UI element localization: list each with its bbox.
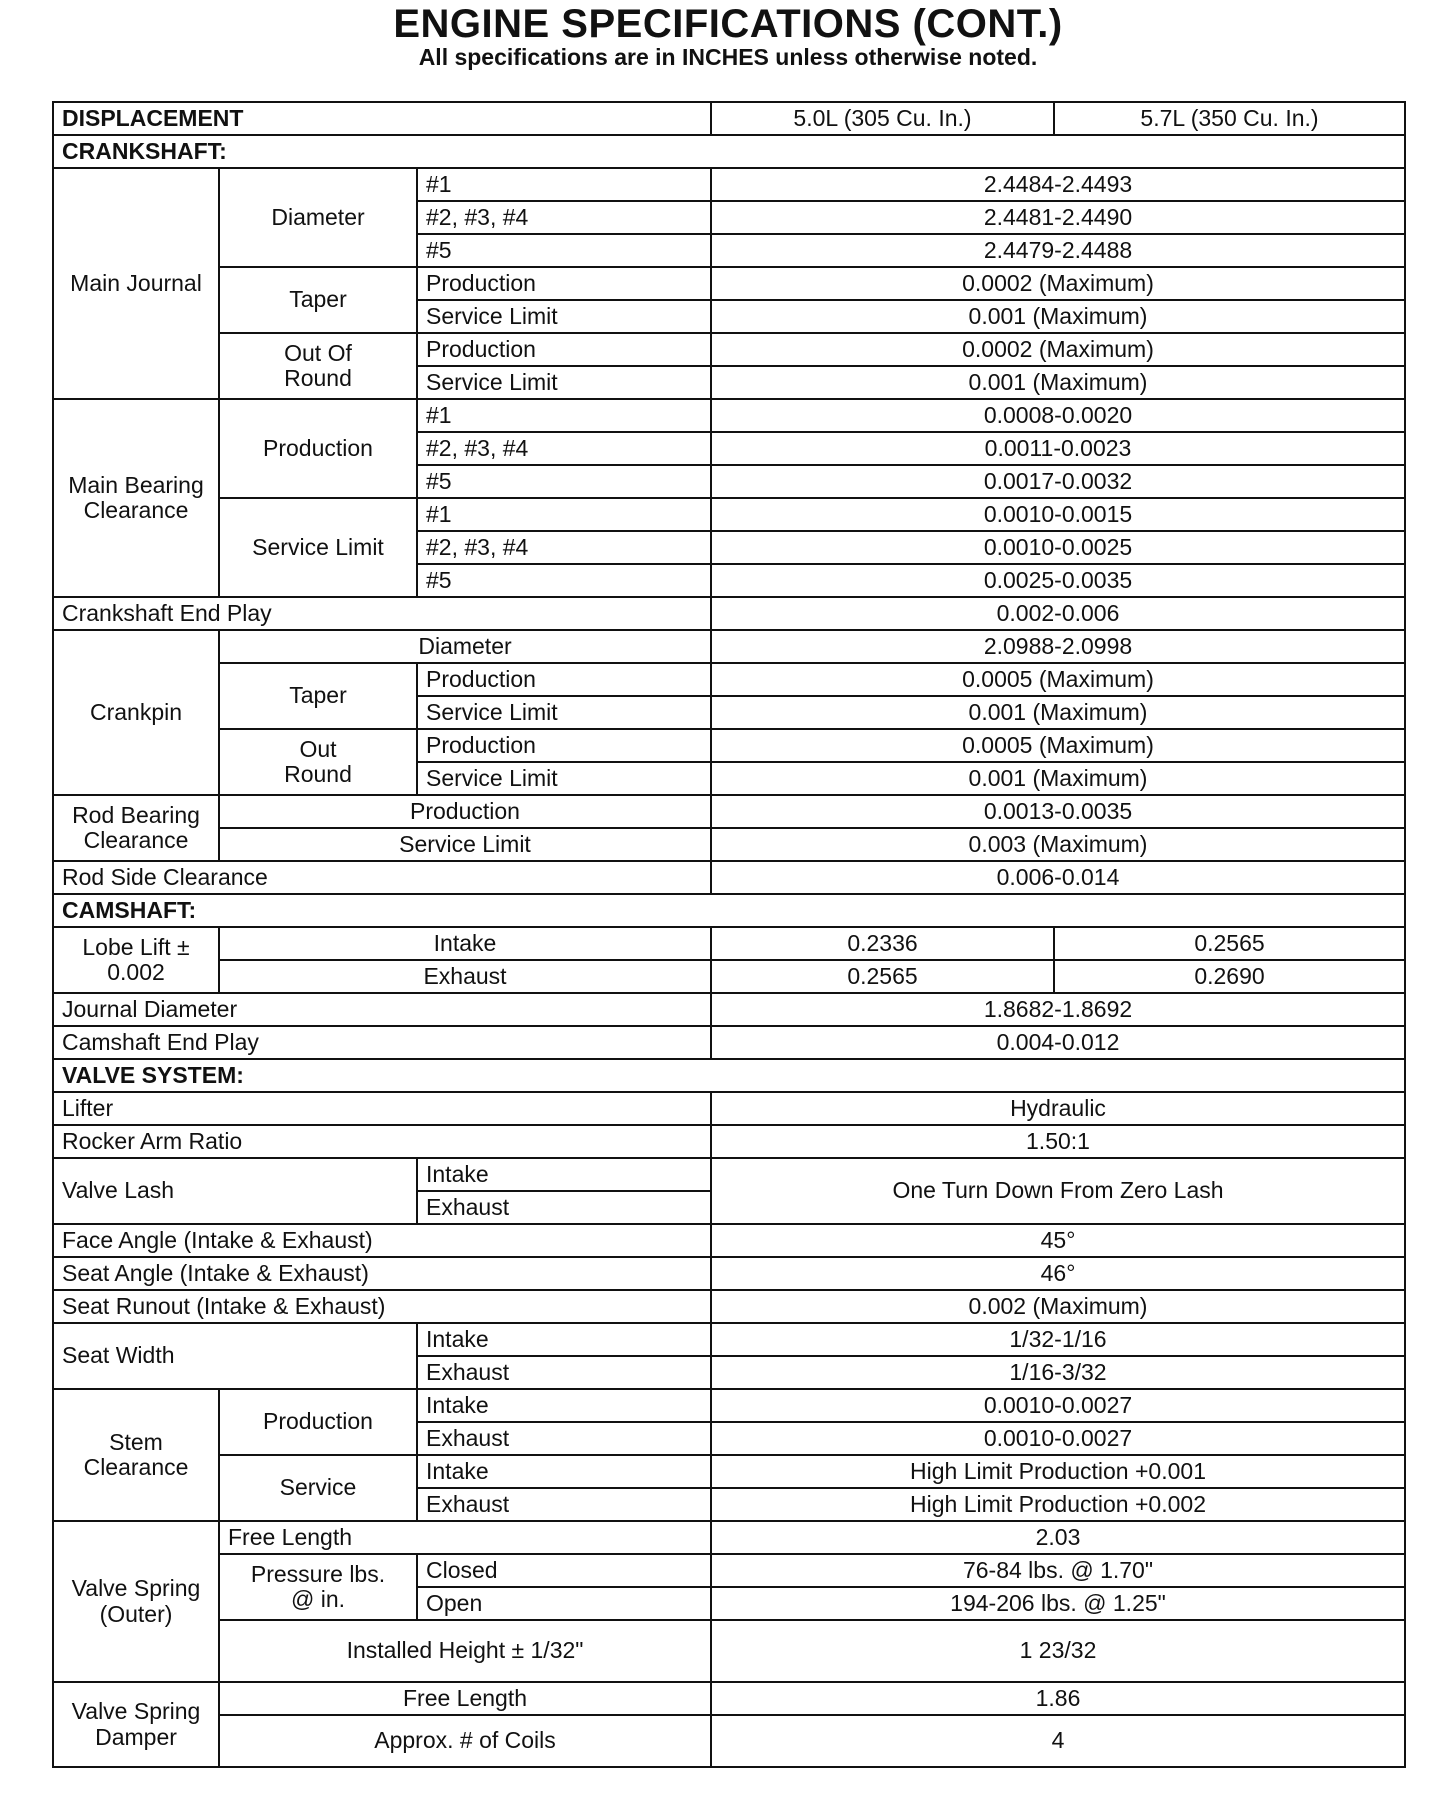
table-row <box>53 1290 1405 1323</box>
value-cell: 0.0002 (Maximum) <box>711 333 1405 366</box>
intake-label: Intake <box>417 1323 711 1356</box>
value-cell: 0.2565 <box>711 960 1054 993</box>
value-cell: 1/32-1/16 <box>711 1323 1405 1356</box>
value-cell: 1.50:1 <box>711 1125 1405 1158</box>
installed-height-label: Installed Height ± 1/32" <box>219 1620 711 1682</box>
production-label: Production <box>417 663 711 696</box>
main-bearing-clearance-label: Main Bearing Clearance <box>53 399 219 597</box>
value-cell: 2.0988-2.0998 <box>711 630 1405 663</box>
value-cell: 76-84 lbs. @ 1.70" <box>711 1554 1405 1587</box>
value-cell: 0.006-0.014 <box>711 861 1405 894</box>
value-cell: 0.003 (Maximum) <box>711 828 1405 861</box>
page-subtitle: All specifications are in INCHES unless otherwise noted. <box>418 44 1038 70</box>
value-cell: 0.0017-0.0032 <box>711 465 1405 498</box>
closed-label: Closed <box>417 1554 711 1587</box>
lobe-lift-label: Lobe Lift ± 0.002 <box>53 927 219 993</box>
value-cell: 0.0002 (Maximum) <box>711 267 1405 300</box>
journal-num: #1 <box>417 498 711 531</box>
value-cell: 2.4481-2.4490 <box>711 201 1405 234</box>
page-title: ENGINE SPECIFICATIONS (CONT.) <box>393 2 1063 46</box>
production-label: Production <box>417 729 711 762</box>
service-limit-label: Service Limit <box>219 828 711 861</box>
value-cell: 0.0010-0.0015 <box>711 498 1405 531</box>
rocker-arm-ratio-label: Rocker Arm Ratio <box>53 1125 711 1158</box>
crankpin-label: Crankpin <box>53 630 219 795</box>
value-cell: 1 23/32 <box>711 1620 1405 1682</box>
value-cell: 1.8682-1.8692 <box>711 993 1405 1026</box>
table-row <box>53 960 1405 993</box>
table-row <box>53 1158 1405 1191</box>
journal-num: #1 <box>417 399 711 432</box>
taper-label: Taper <box>219 267 417 333</box>
value-cell: 0.0013-0.0035 <box>711 795 1405 828</box>
value-cell: 0.002 (Maximum) <box>711 1290 1405 1323</box>
exhaust-label: Exhaust <box>417 1488 711 1521</box>
exhaust-label: Exhaust <box>417 1191 711 1224</box>
value-cell: 0.2565 <box>1054 927 1405 960</box>
exhaust-label: Exhaust <box>219 960 711 993</box>
value-cell: High Limit Production +0.001 <box>711 1455 1405 1488</box>
value-cell: 0.0010-0.0027 <box>711 1422 1405 1455</box>
service-label: Service <box>219 1455 417 1521</box>
table-row <box>53 828 1405 861</box>
journal-diameter-label: Journal Diameter <box>53 993 711 1026</box>
table-row <box>53 894 1405 927</box>
section-camshaft: CAMSHAFT: <box>53 894 1405 927</box>
value-cell: 4 <box>711 1715 1405 1767</box>
valve-spring-outer-label: Valve Spring (Outer) <box>53 1521 219 1682</box>
production-label: Production <box>417 267 711 300</box>
seat-angle-label: Seat Angle (Intake & Exhaust) <box>53 1257 711 1290</box>
value-cell: 0.002-0.006 <box>711 597 1405 630</box>
out-of-round-label: Out Of Round <box>219 333 417 399</box>
value-cell: 46° <box>711 1257 1405 1290</box>
journal-num: #5 <box>417 234 711 267</box>
table-row <box>53 861 1405 894</box>
spec-table <box>52 101 1406 1768</box>
intake-label: Intake <box>219 927 711 960</box>
table-row <box>53 630 1405 663</box>
section-valve-system: VALVE SYSTEM: <box>53 1059 1405 1092</box>
table-row <box>53 135 1405 168</box>
value-cell: 2.4479-2.4488 <box>711 234 1405 267</box>
value-cell: 0.0005 (Maximum) <box>711 729 1405 762</box>
value-cell: Hydraulic <box>711 1092 1405 1125</box>
displacement-label: DISPLACEMENT <box>53 102 711 135</box>
production-label: Production <box>219 1389 417 1455</box>
cam-end-play-label: Camshaft End Play <box>53 1026 711 1059</box>
value-cell: 0.0010-0.0027 <box>711 1389 1405 1422</box>
value-cell: 0.0025-0.0035 <box>711 564 1405 597</box>
journal-num: #2, #3, #4 <box>417 432 711 465</box>
value-cell: 0.2336 <box>711 927 1054 960</box>
value-cell: 1/16-3/32 <box>711 1356 1405 1389</box>
value-cell: 0.001 (Maximum) <box>711 366 1405 399</box>
intake-label: Intake <box>417 1455 711 1488</box>
table-row <box>53 663 1405 696</box>
table-row <box>53 168 1405 201</box>
production-label: Production <box>219 795 711 828</box>
table-row <box>53 399 1405 432</box>
displacement-57: 5.7L (350 Cu. In.) <box>1054 102 1405 135</box>
table-row <box>53 267 1405 300</box>
table-row <box>53 1224 1405 1257</box>
displacement-50: 5.0L (305 Cu. In.) <box>711 102 1054 135</box>
value-cell: High Limit Production +0.002 <box>711 1488 1405 1521</box>
pressure-label: Pressure lbs. @ in. <box>219 1554 417 1620</box>
rod-bearing-clearance-label: Rod Bearing Clearance <box>53 795 219 861</box>
open-label: Open <box>417 1587 711 1620</box>
table-row <box>53 927 1405 960</box>
table-row <box>53 1715 1405 1767</box>
table-row <box>53 1323 1405 1356</box>
seat-width-label: Seat Width <box>53 1323 417 1389</box>
table-row <box>53 1389 1405 1422</box>
valve-lash-label: Valve Lash <box>53 1158 417 1224</box>
intake-label: Intake <box>417 1389 711 1422</box>
production-label: Production <box>417 333 711 366</box>
service-limit-label: Service Limit <box>219 498 417 597</box>
value-cell: 0.001 (Maximum) <box>711 762 1405 795</box>
value-cell: One Turn Down From Zero Lash <box>711 1158 1405 1224</box>
table-row <box>53 993 1405 1026</box>
intake-label: Intake <box>417 1158 711 1191</box>
taper-label: Taper <box>219 663 417 729</box>
crank-end-play-label: Crankshaft End Play <box>53 597 711 630</box>
main-journal-label: Main Journal <box>53 168 219 399</box>
free-length-label: Free Length <box>219 1521 711 1554</box>
journal-num: #2, #3, #4 <box>417 201 711 234</box>
seat-runout-label: Seat Runout (Intake & Exhaust) <box>53 1290 711 1323</box>
value-cell: 0.0005 (Maximum) <box>711 663 1405 696</box>
value-cell: 45° <box>711 1224 1405 1257</box>
table-row <box>53 1059 1405 1092</box>
free-length-label: Free Length <box>219 1682 711 1715</box>
table-row <box>53 1620 1405 1682</box>
value-cell: 0.2690 <box>1054 960 1405 993</box>
table-row <box>53 795 1405 828</box>
stem-clearance-label: Stem Clearance <box>53 1389 219 1521</box>
value-cell: 0.004-0.012 <box>711 1026 1405 1059</box>
table-row <box>53 1257 1405 1290</box>
value-cell: 0.0010-0.0025 <box>711 531 1405 564</box>
table-row <box>53 1521 1405 1554</box>
table-row <box>53 597 1405 630</box>
value-cell: 194-206 lbs. @ 1.25" <box>711 1587 1405 1620</box>
service-limit-label: Service Limit <box>417 696 711 729</box>
value-cell: 0.0011-0.0023 <box>711 432 1405 465</box>
diameter-label: Diameter <box>219 630 711 663</box>
value-cell: 1.86 <box>711 1682 1405 1715</box>
journal-num: #5 <box>417 564 711 597</box>
production-label: Production <box>219 399 417 498</box>
value-cell: 0.001 (Maximum) <box>711 696 1405 729</box>
lifter-label: Lifter <box>53 1092 711 1125</box>
value-cell: 0.0008-0.0020 <box>711 399 1405 432</box>
table-row <box>53 1554 1405 1587</box>
journal-num: #5 <box>417 465 711 498</box>
exhaust-label: Exhaust <box>417 1356 711 1389</box>
table-row <box>53 729 1405 762</box>
section-crankshaft: CRANKSHAFT: <box>53 135 1405 168</box>
table-row <box>53 333 1405 366</box>
table-row <box>53 1682 1405 1715</box>
service-limit-label: Service Limit <box>417 300 711 333</box>
out-round-label: Out Round <box>219 729 417 795</box>
journal-num: #2, #3, #4 <box>417 531 711 564</box>
value-cell: 0.001 (Maximum) <box>711 300 1405 333</box>
valve-spring-damper-label: Valve Spring Damper <box>53 1682 219 1767</box>
table-row <box>53 1026 1405 1059</box>
table-row <box>53 1092 1405 1125</box>
value-cell: 2.03 <box>711 1521 1405 1554</box>
table-row <box>53 1455 1405 1488</box>
table-row <box>53 1125 1405 1158</box>
coils-label: Approx. # of Coils <box>219 1715 711 1767</box>
table-row <box>53 102 1405 135</box>
rod-side-clearance-label: Rod Side Clearance <box>53 861 711 894</box>
service-limit-label: Service Limit <box>417 366 711 399</box>
journal-num: #1 <box>417 168 711 201</box>
exhaust-label: Exhaust <box>417 1422 711 1455</box>
service-limit-label: Service Limit <box>417 762 711 795</box>
value-cell: 2.4484-2.4493 <box>711 168 1405 201</box>
table-row <box>53 498 1405 531</box>
diameter-label: Diameter <box>219 168 417 267</box>
face-angle-label: Face Angle (Intake & Exhaust) <box>53 1224 711 1257</box>
